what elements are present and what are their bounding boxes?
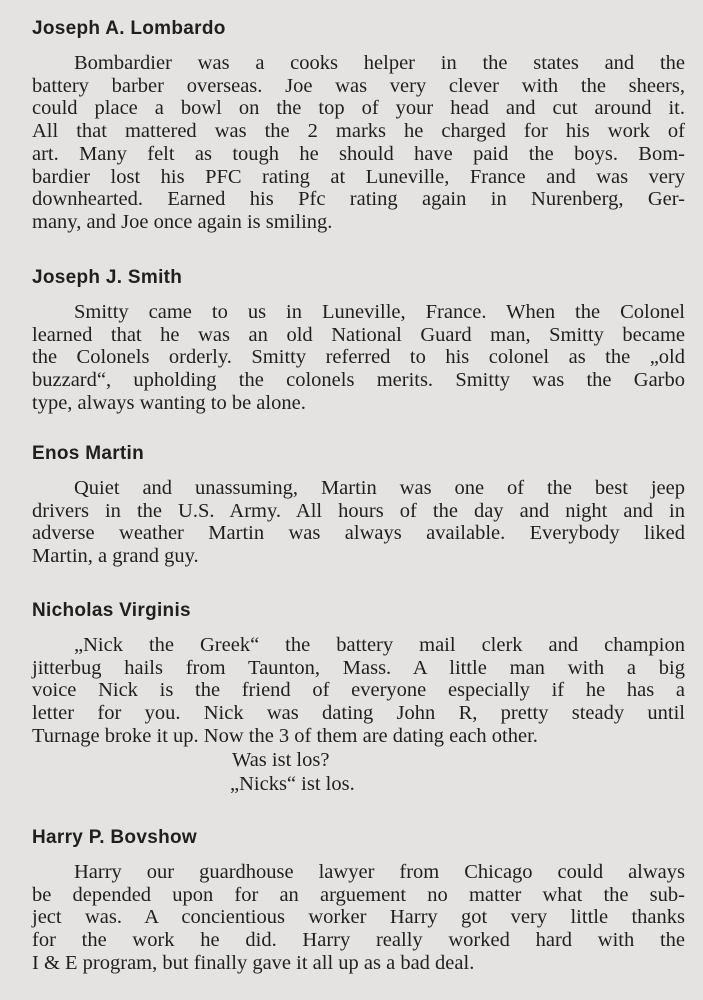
- text-line: Harry our guardhouse lawyer from Chicago could always: [74, 861, 685, 883]
- text-line: Martin, a grand guy.: [32, 545, 199, 568]
- text-line: buzzard“, upholding the colonels merits. Smitty was the Garbo: [32, 369, 685, 392]
- text-line: many, and Joe once again is smiling.: [32, 210, 333, 233]
- text-line: the Colonels orderly. Smitty referred to his colonel as the „old: [32, 346, 685, 369]
- text-line: learned that he was an old National Guard man, Smitty became: [32, 323, 685, 346]
- text-line: Turnage broke it up. Now the 3 of them are dating each other.: [32, 724, 538, 747]
- entry-bovshow: [32, 825, 685, 975]
- entry-name: Joseph J. Smith: [32, 267, 183, 288]
- entry-paragraph: [32, 634, 685, 748]
- text-line: letter for you. Nick was dating John R, pretty steady until: [32, 702, 685, 725]
- text-line: bardier lost his PFC rating at Luneville, France and was very: [32, 165, 685, 188]
- text-line: „Nick the Greek“ the battery mail clerk and champion: [74, 634, 685, 656]
- text-line: voice Nick is the friend of everyone especially if he has a: [32, 679, 685, 702]
- text-line: for the work he did. Harry really worked hard with the: [32, 929, 685, 952]
- text-line: Bombardier was a cooks helper in the states and the: [74, 52, 685, 74]
- verse-line: Was ist los?: [232, 748, 330, 771]
- entry-paragraph: [32, 52, 685, 234]
- text-line: adverse weather Martin was always available. Everybody liked: [32, 522, 685, 545]
- entry-smith: [32, 265, 685, 415]
- entry-name: Harry P. Bovshow: [32, 827, 197, 848]
- text-line: Smitty came to us in Luneville, France. When the Colonel: [74, 301, 685, 323]
- text-line: art. Many felt as tough he should have paid the boys. Bom-: [32, 142, 685, 165]
- text-line: Quiet and unassuming, Martin was one of the best jeep: [74, 477, 685, 499]
- text-line: be depended upon for an arguement no matter what the sub-: [32, 883, 685, 906]
- entry-name: Joseph A. Lombardo: [32, 18, 226, 39]
- entry-name: Enos Martin: [32, 443, 145, 464]
- entry-paragraph: [32, 477, 685, 568]
- entry-martin: [32, 441, 685, 568]
- text-line: All that mattered was the 2 marks he charged for his work of: [32, 120, 685, 143]
- text-line: could place a bowl on the top of your head and cut around it.: [32, 97, 685, 120]
- text-line: I & E program, but finally gave it all up as a bad deal.: [32, 951, 475, 974]
- verse: [32, 748, 685, 796]
- verse-line: „Nicks“ ist los.: [230, 772, 355, 795]
- entry-paragraph: [32, 301, 685, 415]
- entry-paragraph: [32, 861, 685, 975]
- entry-name: Nicholas Virginis: [32, 600, 191, 621]
- text-line: battery barber overseas. Joe was very clever with the sheers,: [32, 74, 685, 97]
- entry-virginis: [32, 598, 685, 796]
- text-line: jitterbug hails from Taunton, Mass. A little man with a big: [32, 656, 685, 679]
- entry-lombardo: [32, 16, 685, 234]
- text-line: ject was. A concientious worker Harry got very little thanks: [32, 906, 685, 929]
- text-line: downhearted. Earned his Pfc rating again in Nurenberg, Ger-: [32, 188, 685, 211]
- text-line: drivers in the U.S. Army. All hours of the day and night and in: [32, 499, 685, 522]
- text-line: type, always wanting to be alone.: [32, 391, 306, 414]
